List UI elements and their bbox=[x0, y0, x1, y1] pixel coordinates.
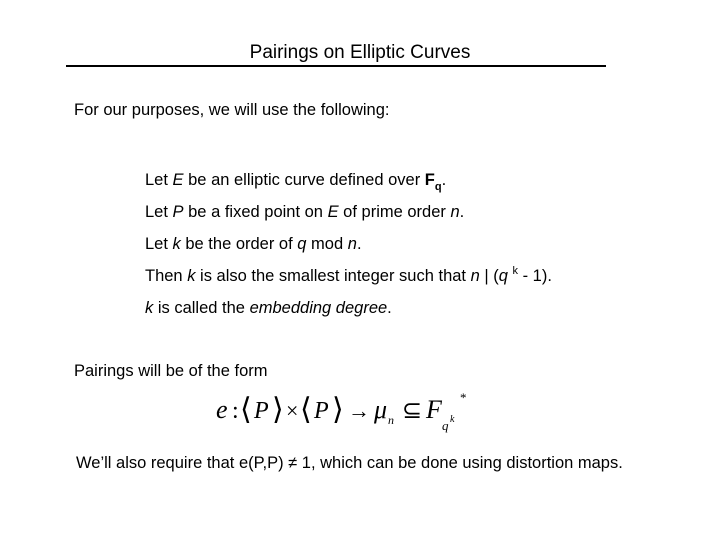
math-var: n bbox=[347, 235, 357, 253]
formula-langle: ⟨ bbox=[300, 393, 312, 426]
formula-P: P bbox=[254, 398, 269, 424]
formula-star: * bbox=[460, 390, 467, 405]
math-var: n bbox=[470, 267, 480, 285]
intro-text: For our purposes, we will use the following: bbox=[74, 101, 390, 119]
formula-rangle: ⟩ bbox=[272, 393, 284, 426]
formula-times: × bbox=[286, 398, 299, 423]
text-fragment: | ( bbox=[479, 267, 499, 285]
math-var: k bbox=[187, 267, 196, 285]
formula-P: P bbox=[314, 398, 329, 424]
definition-line-smallest bbox=[145, 266, 552, 288]
text-fragment: is called the bbox=[153, 299, 250, 317]
slide-title: Pairings on Elliptic Curves bbox=[249, 42, 471, 63]
formula-F-sub: q bbox=[442, 418, 449, 433]
emphasized-term: embedding degree bbox=[249, 299, 388, 317]
text-fragment: Let bbox=[145, 203, 173, 221]
pairing-form-text: Pairings will be of the form bbox=[74, 362, 268, 380]
formula-e: e bbox=[216, 395, 228, 424]
formula-langle: ⟨ bbox=[240, 393, 252, 426]
definition-line-curve bbox=[145, 170, 446, 192]
field-symbol: F bbox=[424, 171, 435, 189]
text-fragment: be the order of bbox=[180, 235, 298, 253]
math-var: k bbox=[172, 235, 181, 253]
text-fragment: . bbox=[459, 203, 465, 221]
math-var: E bbox=[327, 203, 339, 221]
definition-line-order bbox=[145, 234, 362, 254]
formula-mu: μ bbox=[374, 395, 388, 424]
text-fragment: - 1). bbox=[518, 267, 552, 285]
formula-F-sub-sup: k bbox=[450, 414, 455, 425]
text-fragment: be a fixed point on bbox=[183, 203, 328, 221]
title-underline bbox=[66, 65, 606, 67]
formula-subset: ⊆ bbox=[402, 398, 423, 424]
math-var: E bbox=[172, 171, 184, 189]
definition-line-embedding bbox=[145, 298, 392, 318]
text-fragment: Let bbox=[145, 235, 173, 253]
text-fragment: mod bbox=[306, 235, 348, 253]
subscript: q bbox=[434, 181, 442, 193]
text-fragment: be an elliptic curve defined over bbox=[183, 171, 425, 189]
formula-rangle: ⟩ bbox=[332, 393, 344, 426]
superscript: k bbox=[512, 265, 519, 277]
text-fragment: . bbox=[387, 299, 392, 317]
math-var: P bbox=[172, 203, 184, 221]
text-fragment: Then bbox=[145, 267, 188, 285]
text-fragment: of prime order bbox=[338, 203, 451, 221]
formula-colon: : bbox=[232, 398, 239, 424]
pairing-formula bbox=[190, 388, 490, 438]
math-var: q bbox=[297, 235, 307, 253]
math-var: q bbox=[498, 267, 508, 285]
text-fragment: . bbox=[356, 235, 362, 253]
text-fragment: Let bbox=[145, 171, 173, 189]
requirement-text: We’ll also require that e(P,P) ≠ 1, which can be done using distortion maps. bbox=[76, 454, 623, 472]
formula-mu-sub: n bbox=[388, 413, 394, 427]
text-fragment: . bbox=[441, 171, 447, 189]
formula-F: F bbox=[426, 395, 442, 424]
math-var: n bbox=[450, 203, 460, 221]
text-fragment: is also the smallest integer such that bbox=[195, 267, 471, 285]
formula-arrow: → bbox=[348, 398, 370, 423]
math-var: k bbox=[145, 299, 154, 317]
definition-line-point bbox=[145, 202, 464, 222]
